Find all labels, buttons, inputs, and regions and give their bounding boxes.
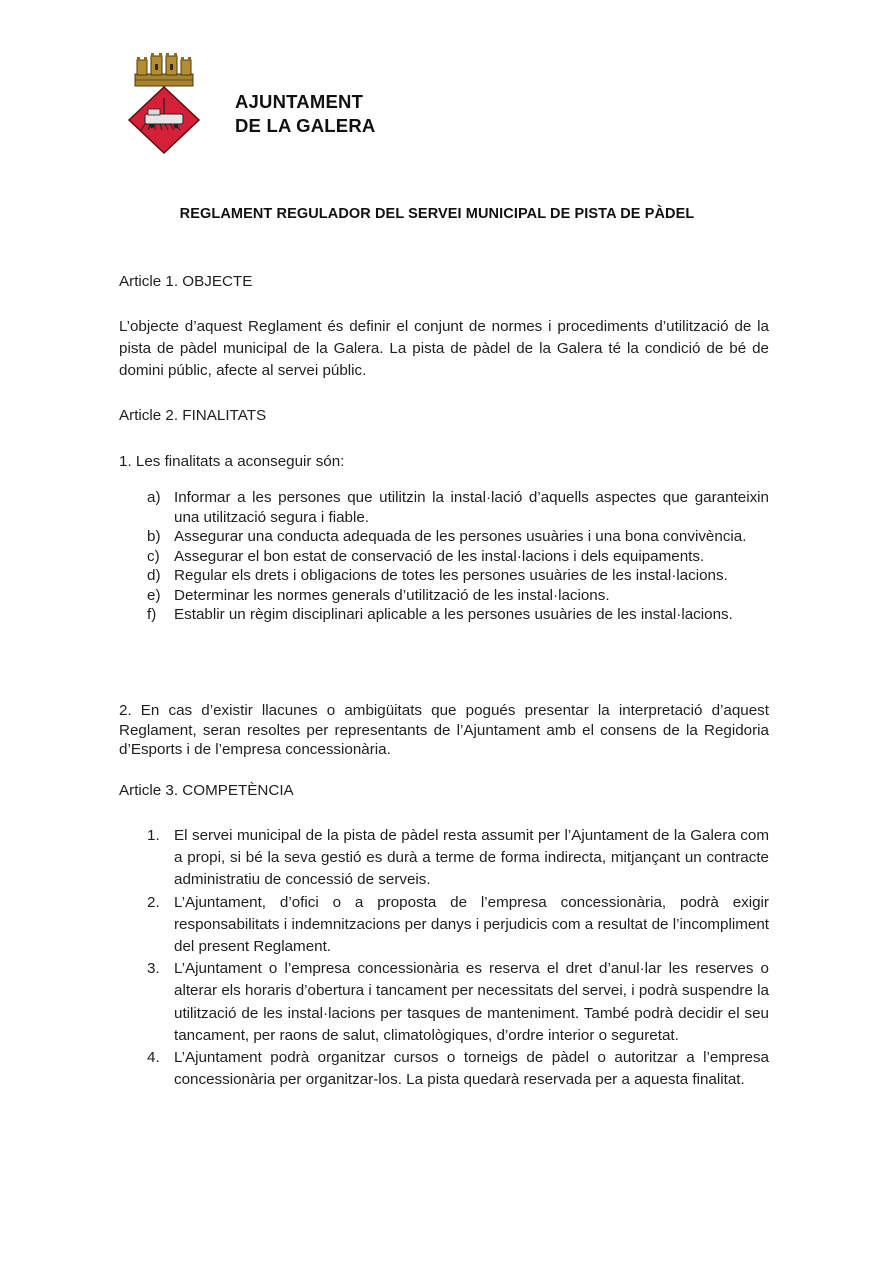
list-item: b) Assegurar una conducta adequada de les persones usuàries i una bona convivència. xyxy=(147,528,747,545)
list-item: d) Regular els drets i obligacions de totes les persones usuàries de les instal·lacions. xyxy=(147,567,728,584)
article-3-competence-list xyxy=(147,825,769,1091)
list-item: 3. L’Ajuntament o l’empresa concessionària es reserva el dret d’anul·lar les reserves o alterar els horaris d’obertura i tancament per necessitats del servei, i podrà suspendre la utilització de les instal·lacions per tasques de manteniment. També podrà decidir el seu tancament, per raons de salut, climatològiques, d’ordre interior o seguretat. xyxy=(147,960,769,1044)
article-1-heading: Article 1. OBJECTE xyxy=(119,273,253,290)
list-item: a) Informar a les persones que utilitzin la instal·lació d’aquells aspectes que garanteixin una utilització segura i fiable. xyxy=(147,489,769,526)
article-2-intro: 1. Les finalitats a aconseguir són: xyxy=(119,453,345,470)
org-line-1: AJUNTAMENT xyxy=(235,91,364,112)
article-3-heading: Article 3. COMPETÈNCIA xyxy=(119,782,294,799)
list-item: c) Assegurar el bon estat de conservació de les instal·lacions i dels equipaments. xyxy=(147,547,705,565)
list-item: 1. El servei municipal de la pista de pàdel resta assumit per l’Ajuntament de la Galera com a propi, si bé la seva gestió es durà a terme de forma indirecta, mitjançant un contracte administratiu de concessió de serveis. xyxy=(147,827,769,889)
document-title: REGLAMENT REGULADOR DEL SERVEI MUNICIPAL DE PISTA DE PÀDEL xyxy=(179,206,695,222)
list-item: e) Determinar les normes generals d’utilització de les instal·lacions. xyxy=(147,586,610,604)
municipality-name xyxy=(235,90,375,138)
list-item: 2. L’Ajuntament, d’ofici o a proposta de l’empresa concessionària, podrà exigir responsabilitats i indemnitzacions per danys i perjudicis com a resultat de l’incompliment del present Reglament. xyxy=(147,893,769,956)
list-item: f) Establir un règim disciplinari aplicable a les persones usuàries de les instal·lacions. xyxy=(147,606,733,623)
org-line-2: DE LA GALERA xyxy=(235,115,376,136)
article-2-heading: Article 2. FINALITATS xyxy=(119,407,267,424)
article-1-body: L’objecte d’aquest Reglament és definir el conjunt de normes i procediments d’utilització de la pista de pàdel municipal de la Galera. La pista de pàdel de la Galera té la condició de bé de domini públic, afecte al servei públic. xyxy=(119,318,769,379)
list-item: 4. L’Ajuntament podrà organitzar cursos o torneigs de pàdel o autoritzar a l’empresa concessionària per organitzar-los. La pista quedarà reservada per a aquesta finalitat. xyxy=(147,1049,769,1089)
municipal-coat-of-arms-icon xyxy=(126,52,202,154)
article-2-paragraph-2: 2. En cas d’existir llacunes o ambigüitats que pogués presentar la interpretació d’aquest Reglament, seran resoltes per representants de l’Ajuntament amb el consens de la Regidoria d’Esports i de l’empresa concessionària. xyxy=(119,702,769,758)
article-2-finalities-list xyxy=(147,488,769,625)
